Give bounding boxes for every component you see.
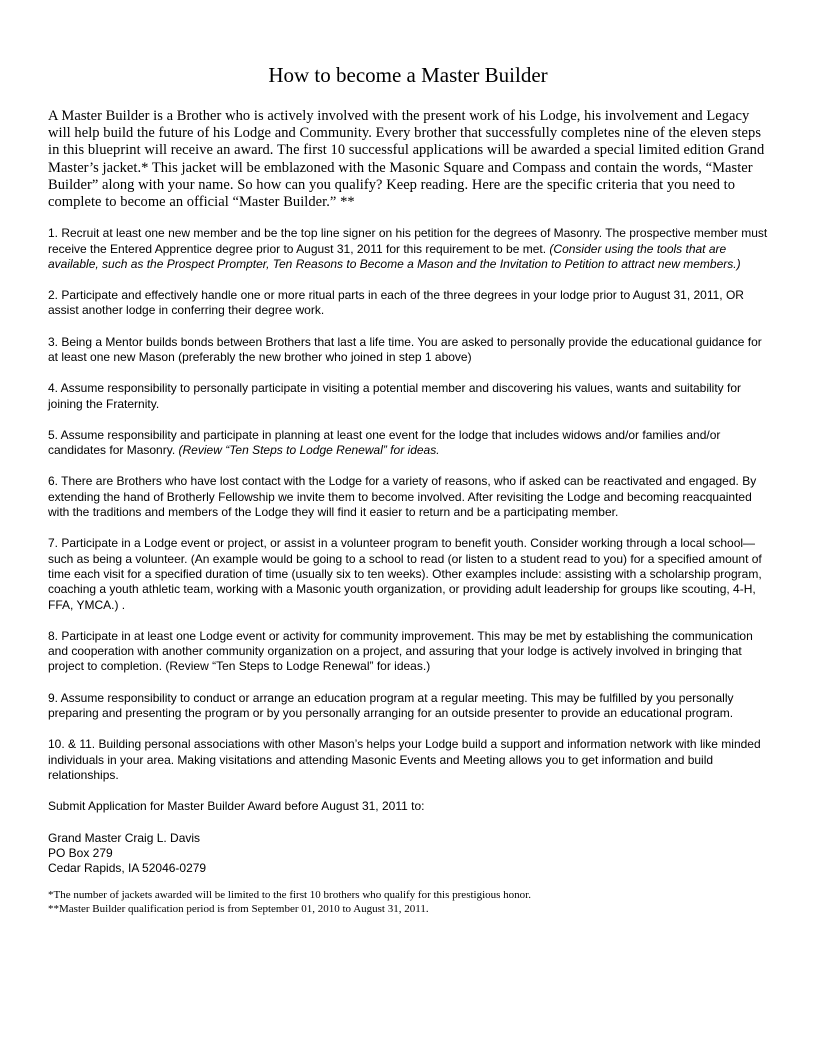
step-text: 4. Assume responsibility to personally participate in visiting a potential member and discovering his values, wants and suitability for joining the Fraternity. [48,381,742,411]
step-text: 5. Assume responsibility and participate in planning at least one event for the lodge that includes widows and/or families and/or candidates for Masonry. [48,427,721,458]
step-text: 10. & 11. Building personal associations with other Mason’s helps your Lodge build a support and information network with like minded individuals in your area. Making visitations and attending Masonic Events and Meeting allows you to get information and build relationships. [48,737,761,782]
address-po-box: PO Box 279 [48,845,113,860]
step-9 [48,691,768,722]
step-1 [48,226,768,272]
step-text: 2. Participate and effectively handle one or more ritual parts in each of the three degrees in your lodge prior to August 31, 2011, OR assist another lodge in conferring their degree work. [48,288,744,318]
step-5 [48,428,768,459]
step-2 [48,288,768,319]
step-10-11 [48,737,768,783]
page-title: How to become a Master Builder [268,63,548,87]
step-text: 3. Being a Mentor builds bonds between Brothers that last a life time. You are asked to personally provide the educational guidance for at least one new Mason (preferably the new brother who joined in step 1 above) [48,334,762,364]
intro-paragraph: A Master Builder is a Brother who is actively involved with the present work of his Lodge, his involvement and Legacy will help build the future of his Lodge and Community. Every brother that successfully completes nine of the eleven steps in this blueprint will receive an award. The first 10 successful applications will be awarded a special limited edition Grand Master’s jacket.* This jacket will be emblazoned with the Masonic Square and Compass and contain the words, “Master Builder” along with your name. So how can you qualify? Keep reading. Here are the specific criteria that you need to complete to become an official “Master Builder.” ** [48,108,765,211]
step-8 [48,629,768,675]
step-text: 9. Assume responsibility to conduct or arrange an education program at a regular meeting. This may be fulfilled by you personally preparing and presenting the program or by you personally arranging for an outside presenter to provide an educational program. [48,690,734,721]
step-note: (Review “Ten Steps to Lodge Renewal” for ideas. [178,443,440,458]
step-3 [48,335,768,366]
address-name: Grand Master Craig L. Davis [48,830,201,845]
footnote-period: **Master Builder qualification period is from September 01, 2010 to August 31, 2011. [48,903,429,916]
mailing-address [48,831,768,877]
step-text: 8. Participate in at least one Lodge event or activity for community improvement. This may be met by establishing the communication and cooperation with another community organization on a project, and assuring that your lodge is actively involved in bringing that project to completion. (Review “Ten Steps to Lodge Renewal” for ideas.) [48,628,753,674]
footnote-jackets: *The number of jackets awarded will be limited to the first 10 brothers who qualify for this prestigious honor. [48,889,531,902]
step-4 [48,381,768,412]
submit-instructions: Submit Application for Master Builder Award before August 31, 2011 to: [48,799,425,814]
footnotes [48,888,768,916]
document-page [48,62,768,916]
step-text: 6. There are Brothers who have lost contact with the Lodge for a variety of reasons, who if asked can be reactivated and engaged. By extending the hand of Brotherly Fellowship we invite them to become involved. After revisiting the Lodge and becoming reacquainted with the traditions and members of the Lodge they will find it easier to return and be a participating member. [48,474,757,520]
step-text: 1. Recruit at least one new member and be the top line signer on his petition for the degrees of Masonry. The prospective member must receive the Entered Apprentice degree prior to August 31, 2011 for this requirement to be met. [48,226,768,256]
address-city: Cedar Rapids, IA 52046-0279 [48,861,207,876]
step-7 [48,536,768,612]
step-note: (Consider using the tools that are available, such as the Prospect Prompter, Ten Reasons to Become a Mason and the Invitation to Petition to attract new members.) [48,241,741,271]
step-6 [48,474,768,520]
step-text: 7. Participate in a Lodge event or project, or assist in a volunteer program to benefit youth. Consider working through a local school—such as being a volunteer. (An example would be going to a school to read (or listen to a student read to you) for a specified amount of time each visit for a specified duration of time (usually six to ten weeks). Other examples include: assisting with a scholarship program, coaching a youth athletic team, working with a Masonic youth organization, or providing adult leadership for groups like scouting, 4-H, FFA, YMCA.) . [48,536,762,612]
